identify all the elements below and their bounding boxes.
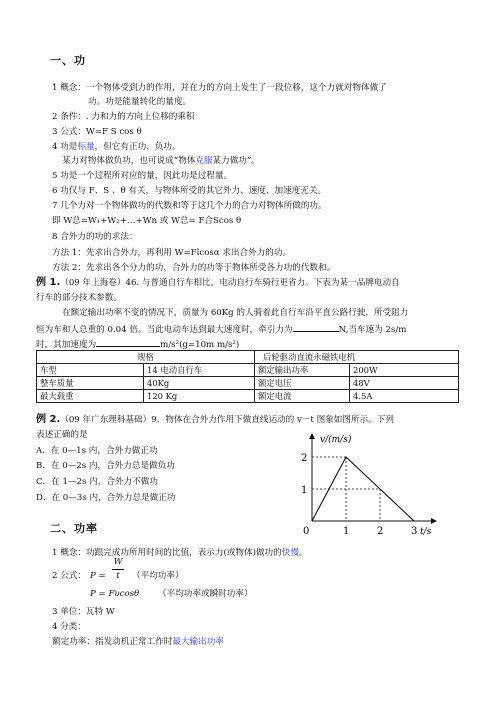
condition-line: 2 条件：. 力和力的方向上位移的乘积 bbox=[52, 112, 195, 122]
answer-blank-force[interactable] bbox=[293, 322, 339, 332]
method-heading: 8 合外力的功的求法： bbox=[52, 232, 138, 242]
section-2-title: 二、功率 bbox=[50, 522, 98, 535]
power-unit: 3 单位：瓦特 W bbox=[52, 607, 115, 617]
total-work-formula: 即 W总=W₁+W₂+…+Wn 或 W总= F合Scos θ bbox=[52, 216, 242, 226]
x-tick-label: 0 bbox=[303, 526, 310, 537]
example-1-intro: 例 1.（09 年上海卷）46. 与普通自行车相比，电动自行车骑行更省力。下表为某一品牌电动自 bbox=[36, 277, 400, 288]
scalar-highlight: 标量 bbox=[77, 142, 95, 152]
table-header-row bbox=[37, 351, 459, 364]
scalar-line: 4 功是标量，但它有正功、负功。 bbox=[52, 142, 181, 152]
x-axis-label: t/s bbox=[420, 527, 432, 537]
option-c: C．在 1—2s 内，合外力不做功 bbox=[36, 477, 158, 487]
method-1: 方法 1：先求出合外力，再利用 W=Flcosα 求出合外力的功。 bbox=[52, 248, 292, 258]
dependency-line: 6 功仅与 F、S 、θ 有关，与物体所受的其它外力、速度、加速度无关。 bbox=[52, 186, 327, 196]
y-tick-label: 2 bbox=[301, 453, 308, 464]
y-tick-label: 1 bbox=[301, 485, 308, 496]
vt-chart bbox=[296, 426, 446, 538]
y-axis-label: v/(m/s) bbox=[320, 435, 352, 445]
process-line: 5 功是一个过程所对应的量，因此功是过程量。 bbox=[52, 171, 233, 181]
option-a: A．在 0—1s 内，合外力做正功 bbox=[36, 446, 158, 456]
power-formula-lhs: P = bbox=[90, 571, 106, 581]
example-1-intro-cont: 行车的部分技术参数。 bbox=[36, 293, 122, 303]
table-row: 最大载重 120 Kg 额定电流 4.5A bbox=[37, 390, 459, 403]
power-concept: 1 概念：功跟完成功所用时间的比值，表示力(或物体)做功的快慢。 bbox=[52, 548, 308, 558]
rated-power: 额定功率：指发动机正常工作时最大输出功率 bbox=[52, 637, 224, 647]
instant-power-note: （平均功率或瞬时功率） bbox=[158, 589, 253, 599]
fraction-bar bbox=[112, 569, 124, 570]
example-1-question-c: 时，其加速度为 m/s²(g=10m m/s²) bbox=[36, 337, 239, 351]
table-header-motor: 后轮驱动直流永磁铁电机 bbox=[255, 351, 459, 364]
chart-marks bbox=[301, 453, 417, 537]
section-1-title: 一、功 bbox=[50, 54, 86, 67]
x-tick-label: 2 bbox=[377, 526, 384, 537]
negative-work-line: 某力对物体做负功，也可说成“物体克服某力做功”。 bbox=[62, 156, 260, 166]
answer-blank-acceleration[interactable] bbox=[96, 337, 160, 347]
max-output-highlight: 最大输出功率 bbox=[172, 637, 224, 647]
example-1-question-b: 恒为车和人总重的 0.04 倍。当此电动车达到最大速度时，牵引力为 N,当车速为 2s/m bbox=[36, 322, 406, 336]
concept-line-2: 功。功是能量转化的量度。 bbox=[88, 97, 192, 107]
series-line bbox=[312, 457, 414, 521]
table-header-spec: 规格 bbox=[37, 351, 255, 364]
x-tick-label: 1 bbox=[343, 526, 350, 537]
table-row: 整车质量 40Kg 额定电压 48V bbox=[37, 377, 459, 390]
option-d: D．在 0—3s 内，合外力总是做正功 bbox=[36, 493, 176, 503]
example-2-stem: 例 2.（09 年广东理科基础）9．物体在合外力作用下做直线运动的 v－t 图象如图所示。下列 bbox=[36, 414, 394, 425]
sum-line: 7 几个力对一个物体做功的代数和等于这几个力的合力对物体所做的功。 bbox=[52, 201, 327, 211]
formula-line: 3 公式：W=F S cos θ bbox=[52, 127, 142, 137]
spec-table bbox=[36, 350, 459, 403]
example-1-question-a: 在额定输出功率不变的情况下，质量为 60Kg 的人骑着此自行车沿平直公路行驶，所受阻力 bbox=[62, 308, 409, 318]
x-tick-label: 3 bbox=[411, 526, 418, 537]
option-b: B．在 0—2s 内，合外力总是做负功 bbox=[36, 461, 175, 471]
power-formula-label: 2 公式： bbox=[52, 571, 86, 581]
example-2-tag: 例 2. bbox=[36, 414, 61, 425]
fraction-denominator: t bbox=[116, 571, 120, 581]
fraction-numerator: W bbox=[113, 557, 123, 567]
example-1-tag: 例 1. bbox=[36, 277, 61, 288]
method-2: 方法 2：先求出各个分力的功，合外力的功等于物体所受各力功的代数和。 bbox=[52, 263, 336, 273]
instant-power-formula: P = Fυcosθ bbox=[90, 589, 140, 599]
table-row: 车型 14 电动自行车 额定输出功率 200W bbox=[37, 364, 459, 377]
power-classification: 4 分类： bbox=[52, 622, 86, 632]
speed-highlight: 快慢 bbox=[281, 548, 299, 558]
example-2-stem-cont: 表述正确的是 bbox=[36, 430, 88, 440]
average-power-note: （平均功率） bbox=[132, 571, 184, 581]
concept-line-1: 1 概念：一个物体受到力的作用，并在力的方向上发生了一段位移，这个力就对物体做了 bbox=[52, 83, 387, 93]
overcome-highlight: 克服 bbox=[195, 156, 213, 166]
